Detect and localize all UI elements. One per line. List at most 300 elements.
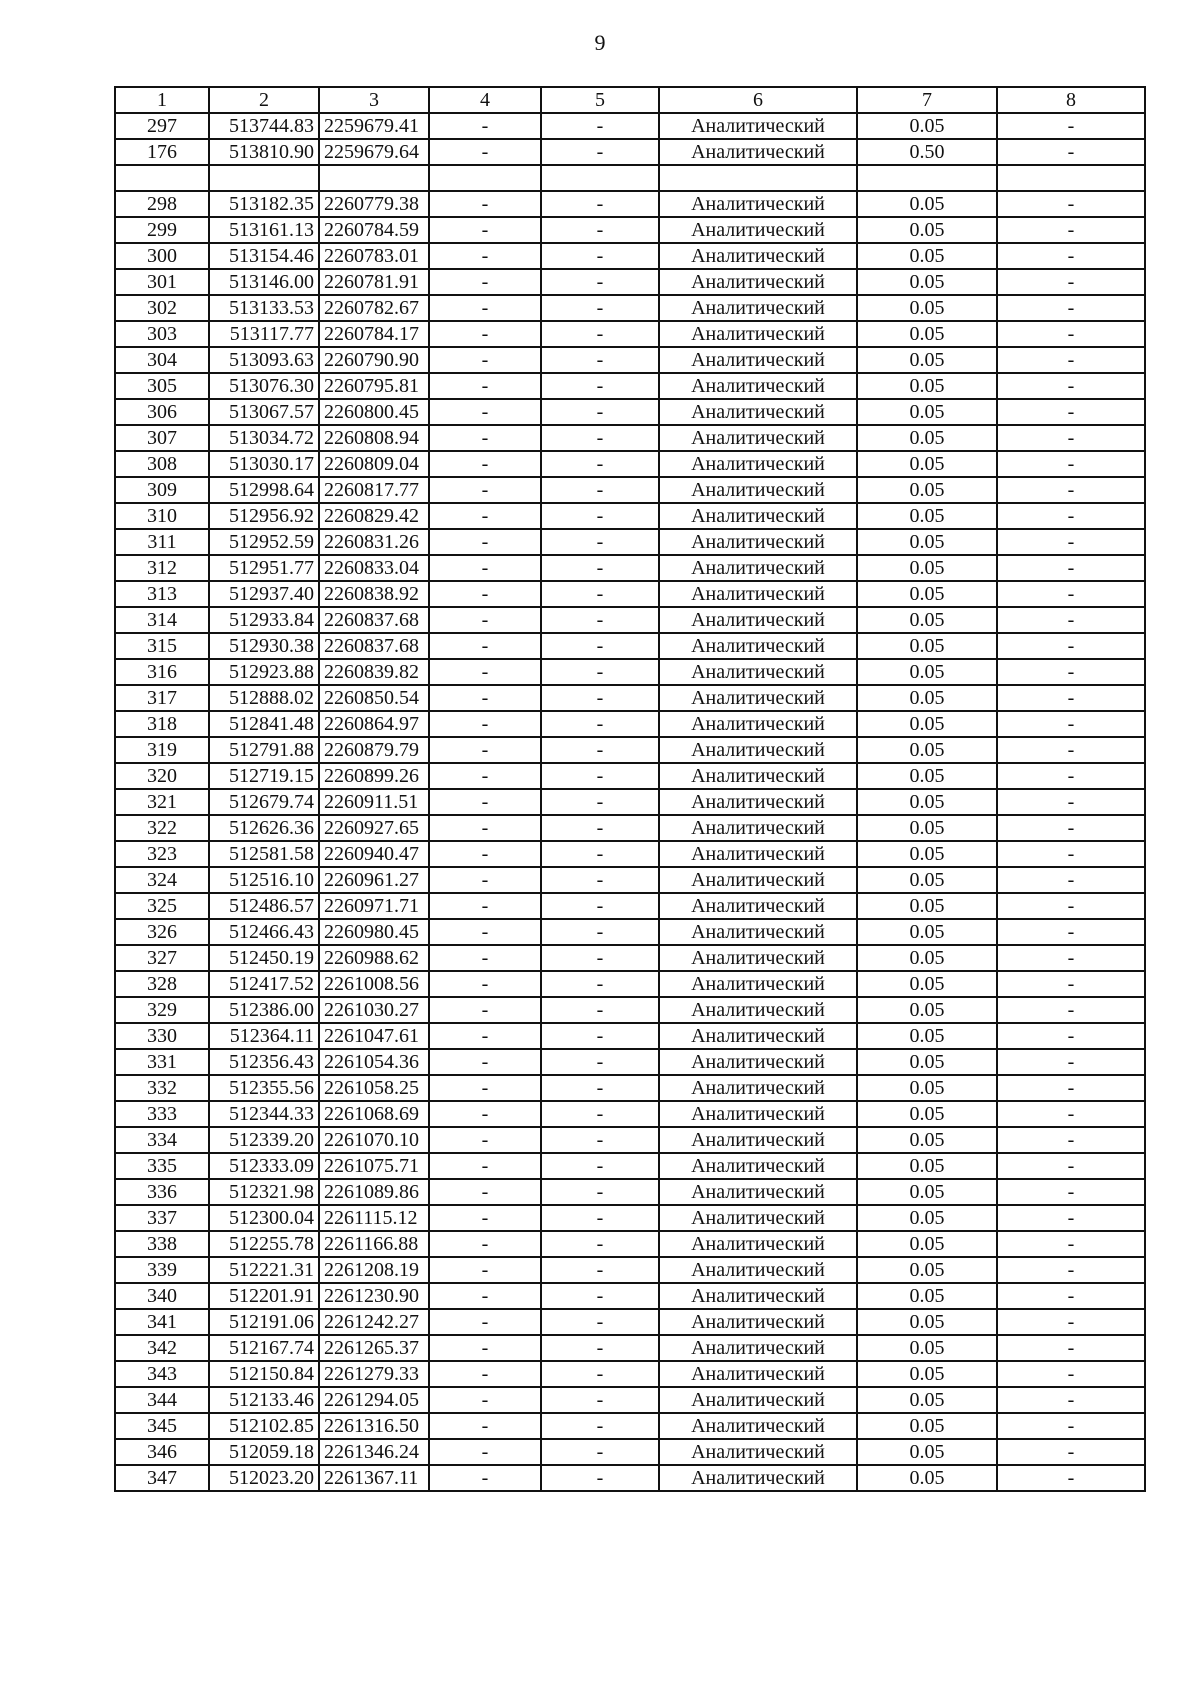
table-cell: 300 <box>115 243 209 269</box>
table-cell: - <box>541 113 659 139</box>
table-cell: 336 <box>115 1179 209 1205</box>
table-cell: - <box>541 347 659 373</box>
table-cell: - <box>997 685 1145 711</box>
table-cell: - <box>997 1387 1145 1413</box>
table-cell: - <box>997 789 1145 815</box>
table-cell: 2260927.65 <box>319 815 429 841</box>
table-cell: 2260781.91 <box>319 269 429 295</box>
table-cell: Аналитический <box>659 1465 857 1491</box>
table-cell: Аналитический <box>659 269 857 295</box>
table-cell: 512888.02 <box>209 685 319 711</box>
table-cell: Аналитический <box>659 529 857 555</box>
table-cell: - <box>541 269 659 295</box>
table-cell: - <box>429 1153 541 1179</box>
table-cell: 0.05 <box>857 633 997 659</box>
table-cell: - <box>997 1283 1145 1309</box>
table-cell: - <box>429 659 541 685</box>
table-cell: - <box>541 1361 659 1387</box>
table-row <box>115 477 1145 503</box>
table-cell: 318 <box>115 711 209 737</box>
table-cell: - <box>429 633 541 659</box>
table-cell: - <box>997 243 1145 269</box>
table-cell: Аналитический <box>659 425 857 451</box>
table-cell: 513030.17 <box>209 451 319 477</box>
table-cell: 0.05 <box>857 425 997 451</box>
table-row <box>115 1101 1145 1127</box>
table-cell: 512333.09 <box>209 1153 319 1179</box>
table-row <box>115 373 1145 399</box>
table-cell: - <box>997 295 1145 321</box>
table-cell: 513161.13 <box>209 217 319 243</box>
table-cell: Аналитический <box>659 503 857 529</box>
table-row <box>115 1309 1145 1335</box>
table-cell: 512386.00 <box>209 997 319 1023</box>
table-cell: 0.05 <box>857 1179 997 1205</box>
table-cell: 512150.84 <box>209 1361 319 1387</box>
table-cell: 2261242.27 <box>319 1309 429 1335</box>
table-cell: 2260899.26 <box>319 763 429 789</box>
table-cell: Аналитический <box>659 1413 857 1439</box>
table-cell: - <box>541 1023 659 1049</box>
table-cell: - <box>429 789 541 815</box>
table-cell: 513076.30 <box>209 373 319 399</box>
table-cell: 512356.43 <box>209 1049 319 1075</box>
table-cell: 0.05 <box>857 1257 997 1283</box>
table-cell: 0.05 <box>857 1283 997 1309</box>
table-cell: 322 <box>115 815 209 841</box>
table-cell: 2260784.17 <box>319 321 429 347</box>
table-cell: - <box>429 451 541 477</box>
table-cell: - <box>541 373 659 399</box>
table-cell: - <box>541 763 659 789</box>
table-row <box>115 529 1145 555</box>
column-header: 3 <box>319 87 429 113</box>
table-cell: 2261058.25 <box>319 1075 429 1101</box>
table-row <box>115 841 1145 867</box>
table-cell: - <box>997 347 1145 373</box>
table-cell: - <box>429 1283 541 1309</box>
table-cell: 0.05 <box>857 945 997 971</box>
table-cell: 0.05 <box>857 1153 997 1179</box>
table-cell: 176 <box>115 139 209 165</box>
table-cell: - <box>997 1179 1145 1205</box>
table-cell: - <box>997 815 1145 841</box>
table-cell: 342 <box>115 1335 209 1361</box>
table-cell: 2260988.62 <box>319 945 429 971</box>
table-cell: - <box>429 1335 541 1361</box>
table-cell: - <box>997 581 1145 607</box>
table-cell: - <box>997 373 1145 399</box>
table-cell: 321 <box>115 789 209 815</box>
table-cell: - <box>429 1309 541 1335</box>
table-cell: - <box>541 659 659 685</box>
column-header: 8 <box>997 87 1145 113</box>
table-cell: - <box>429 1361 541 1387</box>
table-cell: 0.05 <box>857 321 997 347</box>
table-cell: Аналитический <box>659 347 857 373</box>
table-cell: - <box>541 1387 659 1413</box>
table-cell: 307 <box>115 425 209 451</box>
table-cell: 0.05 <box>857 607 997 633</box>
table-cell: - <box>429 243 541 269</box>
table-cell: - <box>997 763 1145 789</box>
table-row <box>115 893 1145 919</box>
table-row <box>115 191 1145 217</box>
table-cell: - <box>541 1231 659 1257</box>
table-cell: 2261208.19 <box>319 1257 429 1283</box>
table-row <box>115 711 1145 737</box>
table-cell: 2261367.11 <box>319 1465 429 1491</box>
table-cell: 2260831.26 <box>319 529 429 555</box>
table-cell: 513744.83 <box>209 113 319 139</box>
table-cell: - <box>429 815 541 841</box>
table-cell: - <box>997 321 1145 347</box>
table-cell: Аналитический <box>659 321 857 347</box>
table-row <box>115 217 1145 243</box>
table-cell: Аналитический <box>659 451 857 477</box>
table-cell: 0.05 <box>857 1075 997 1101</box>
table-cell: - <box>429 763 541 789</box>
table-row <box>115 633 1145 659</box>
table-cell: 299 <box>115 217 209 243</box>
table-cell: - <box>429 919 541 945</box>
table-cell: 512998.64 <box>209 477 319 503</box>
table-cell: - <box>997 217 1145 243</box>
table-cell: - <box>997 191 1145 217</box>
table-cell: Аналитический <box>659 711 857 737</box>
table-cell: Аналитический <box>659 1153 857 1179</box>
table-cell: 345 <box>115 1413 209 1439</box>
table-cell: - <box>541 607 659 633</box>
table-cell: - <box>429 1023 541 1049</box>
table-cell: - <box>429 269 541 295</box>
table-cell: 512255.78 <box>209 1231 319 1257</box>
table-cell: 0.05 <box>857 867 997 893</box>
table-cell: - <box>541 1101 659 1127</box>
table-cell: 512167.74 <box>209 1335 319 1361</box>
table-cell: - <box>429 1101 541 1127</box>
table-cell: 2261115.12 <box>319 1205 429 1231</box>
table-cell: 330 <box>115 1023 209 1049</box>
table-cell: - <box>541 633 659 659</box>
table-cell: 0.05 <box>857 763 997 789</box>
table-cell <box>115 165 209 191</box>
column-header: 7 <box>857 87 997 113</box>
table-row <box>115 503 1145 529</box>
table-header-row <box>115 87 1145 113</box>
table-cell: Аналитический <box>659 737 857 763</box>
table-cell: - <box>997 1335 1145 1361</box>
table-cell: 319 <box>115 737 209 763</box>
table-row <box>115 347 1145 373</box>
table-row <box>115 763 1145 789</box>
table-cell: - <box>541 919 659 945</box>
table-cell: - <box>429 997 541 1023</box>
table-cell: - <box>429 217 541 243</box>
table-cell: - <box>429 191 541 217</box>
table-cell: - <box>541 243 659 269</box>
table-cell: - <box>429 737 541 763</box>
table-cell: - <box>997 971 1145 997</box>
table-cell: Аналитический <box>659 217 857 243</box>
table-cell: - <box>997 1023 1145 1049</box>
table-cell: 512321.98 <box>209 1179 319 1205</box>
table-cell: 513146.00 <box>209 269 319 295</box>
table-cell: 338 <box>115 1231 209 1257</box>
table-cell: 512841.48 <box>209 711 319 737</box>
table-cell: - <box>997 451 1145 477</box>
table-cell: 326 <box>115 919 209 945</box>
table-cell: 323 <box>115 841 209 867</box>
table-cell: 0.05 <box>857 1023 997 1049</box>
table-cell: Аналитический <box>659 971 857 997</box>
table-cell: 302 <box>115 295 209 321</box>
table-cell: 0.05 <box>857 1127 997 1153</box>
table-cell <box>541 165 659 191</box>
column-header: 6 <box>659 87 857 113</box>
table-cell: Аналитический <box>659 581 857 607</box>
table-cell: - <box>429 685 541 711</box>
table-cell: 0.05 <box>857 711 997 737</box>
table-row <box>115 1439 1145 1465</box>
table-cell: 512344.33 <box>209 1101 319 1127</box>
table-cell: 0.05 <box>857 1465 997 1491</box>
table-cell: 340 <box>115 1283 209 1309</box>
table-cell: 0.05 <box>857 347 997 373</box>
table-cell: - <box>997 1309 1145 1335</box>
table-cell: Аналитический <box>659 555 857 581</box>
table-cell: - <box>997 893 1145 919</box>
table-cell: - <box>429 971 541 997</box>
table-cell <box>209 165 319 191</box>
table-cell: - <box>541 1075 659 1101</box>
table-cell: 2260940.47 <box>319 841 429 867</box>
table-cell: 2260782.67 <box>319 295 429 321</box>
table-cell: Аналитический <box>659 243 857 269</box>
table-cell: - <box>997 1075 1145 1101</box>
table-cell: - <box>997 1413 1145 1439</box>
table-cell: 512133.46 <box>209 1387 319 1413</box>
table-cell: - <box>997 1361 1145 1387</box>
table-cell: 0.05 <box>857 399 997 425</box>
table-cell: - <box>997 841 1145 867</box>
table-cell: 0.05 <box>857 789 997 815</box>
table-row <box>115 425 1145 451</box>
table-cell: 2260971.71 <box>319 893 429 919</box>
table-cell: - <box>429 1049 541 1075</box>
table-cell: 0.05 <box>857 503 997 529</box>
table-cell: Аналитический <box>659 607 857 633</box>
table-cell: Аналитический <box>659 1309 857 1335</box>
table-cell: 325 <box>115 893 209 919</box>
table-cell: Аналитический <box>659 1361 857 1387</box>
table-body <box>115 113 1145 1491</box>
table-cell: 2261030.27 <box>319 997 429 1023</box>
table-cell: 0.05 <box>857 1439 997 1465</box>
table-cell: 2261265.37 <box>319 1335 429 1361</box>
table-cell: Аналитический <box>659 373 857 399</box>
table-cell: 2260784.59 <box>319 217 429 243</box>
table-cell: 0.05 <box>857 919 997 945</box>
table-row <box>115 1049 1145 1075</box>
table-cell: 311 <box>115 529 209 555</box>
table-cell: - <box>429 113 541 139</box>
table-row <box>115 451 1145 477</box>
table-cell: Аналитический <box>659 867 857 893</box>
table-cell: - <box>997 945 1145 971</box>
table-cell: 513810.90 <box>209 139 319 165</box>
table-row <box>115 659 1145 685</box>
table-cell: 314 <box>115 607 209 633</box>
table-cell: - <box>541 841 659 867</box>
table-cell: 0.05 <box>857 1205 997 1231</box>
table-row <box>115 867 1145 893</box>
table-cell: 2260809.04 <box>319 451 429 477</box>
table-cell: - <box>541 737 659 763</box>
table-cell: 0.05 <box>857 581 997 607</box>
table-cell: 2260817.77 <box>319 477 429 503</box>
table-cell: - <box>541 1283 659 1309</box>
table-cell: - <box>541 1205 659 1231</box>
table-cell: - <box>429 425 541 451</box>
table-cell: 0.05 <box>857 451 997 477</box>
table-cell: - <box>997 659 1145 685</box>
table-cell: - <box>429 1465 541 1491</box>
table-cell: 331 <box>115 1049 209 1075</box>
table-cell: 2260879.79 <box>319 737 429 763</box>
table-cell: 512417.52 <box>209 971 319 997</box>
table-cell: 344 <box>115 1387 209 1413</box>
table-cell: 512300.04 <box>209 1205 319 1231</box>
table-cell: - <box>429 893 541 919</box>
table-cell: - <box>541 867 659 893</box>
table-cell: - <box>997 919 1145 945</box>
table-cell: - <box>997 997 1145 1023</box>
table-cell: 0.05 <box>857 113 997 139</box>
table-cell: 327 <box>115 945 209 971</box>
table-cell: - <box>429 373 541 399</box>
table-row <box>115 1257 1145 1283</box>
table-cell: - <box>429 1179 541 1205</box>
table-cell: Аналитический <box>659 1283 857 1309</box>
table-cell: - <box>541 1127 659 1153</box>
table-row <box>115 1179 1145 1205</box>
table-cell: 0.05 <box>857 269 997 295</box>
table-cell: - <box>541 971 659 997</box>
table-cell: - <box>541 529 659 555</box>
table-cell: 0.05 <box>857 737 997 763</box>
table-row <box>115 1153 1145 1179</box>
table-cell: - <box>997 1257 1145 1283</box>
table-cell: - <box>541 1439 659 1465</box>
table-cell: Аналитический <box>659 1257 857 1283</box>
table-cell: Аналитический <box>659 1205 857 1231</box>
table-cell: - <box>997 1049 1145 1075</box>
table-row <box>115 997 1145 1023</box>
table-cell: - <box>997 555 1145 581</box>
coordinates-table <box>114 86 1146 1492</box>
table-cell: 512937.40 <box>209 581 319 607</box>
table-cell: 334 <box>115 1127 209 1153</box>
table-cell: Аналитический <box>659 763 857 789</box>
table-row <box>115 165 1145 191</box>
table-row <box>115 1127 1145 1153</box>
table-cell: - <box>541 945 659 971</box>
table-cell: - <box>429 607 541 633</box>
table-cell: 512719.15 <box>209 763 319 789</box>
table-row <box>115 737 1145 763</box>
table-cell: - <box>541 789 659 815</box>
table-cell: - <box>997 867 1145 893</box>
table-cell: - <box>997 425 1145 451</box>
table-cell: - <box>997 633 1145 659</box>
table-cell: 0.05 <box>857 529 997 555</box>
table-cell: Аналитический <box>659 477 857 503</box>
table-cell: 339 <box>115 1257 209 1283</box>
table-cell: 0.05 <box>857 893 997 919</box>
table-cell: - <box>429 295 541 321</box>
table-cell: - <box>541 399 659 425</box>
table-cell: 2260800.45 <box>319 399 429 425</box>
table-cell: - <box>541 321 659 347</box>
table-row <box>115 1023 1145 1049</box>
table-cell: - <box>429 1075 541 1101</box>
table-cell: Аналитический <box>659 815 857 841</box>
table-cell: - <box>997 711 1145 737</box>
table-cell: 2260911.51 <box>319 789 429 815</box>
column-header: 2 <box>209 87 319 113</box>
table-cell: - <box>541 191 659 217</box>
table-cell: - <box>429 841 541 867</box>
table-cell: 512339.20 <box>209 1127 319 1153</box>
table-cell: - <box>541 1413 659 1439</box>
table-cell: Аналитический <box>659 1231 857 1257</box>
table-cell: Аналитический <box>659 1179 857 1205</box>
table-row <box>115 945 1145 971</box>
table-cell: 0.05 <box>857 1335 997 1361</box>
table-cell: 512102.85 <box>209 1413 319 1439</box>
table-cell: 512466.43 <box>209 919 319 945</box>
table-cell: 512951.77 <box>209 555 319 581</box>
table-cell: - <box>429 1413 541 1439</box>
table-cell: - <box>541 217 659 243</box>
table-cell: 329 <box>115 997 209 1023</box>
table-cell: 512791.88 <box>209 737 319 763</box>
table-cell: 2260833.04 <box>319 555 429 581</box>
table-cell: 303 <box>115 321 209 347</box>
table-cell: 2261294.05 <box>319 1387 429 1413</box>
table-row <box>115 685 1145 711</box>
table-cell: 324 <box>115 867 209 893</box>
table-cell: 301 <box>115 269 209 295</box>
table-row <box>115 1465 1145 1491</box>
table-cell: - <box>541 1465 659 1491</box>
table-cell: - <box>541 1049 659 1075</box>
table-cell: Аналитический <box>659 841 857 867</box>
table-cell: Аналитический <box>659 1101 857 1127</box>
table-cell: 0.05 <box>857 1049 997 1075</box>
table-cell: - <box>541 685 659 711</box>
table-row <box>115 1075 1145 1101</box>
table-cell: 2260808.94 <box>319 425 429 451</box>
table-cell: 2261054.36 <box>319 1049 429 1075</box>
table-cell: - <box>997 1153 1145 1179</box>
table-cell: 0.05 <box>857 477 997 503</box>
table-row <box>115 789 1145 815</box>
table-cell: 0.05 <box>857 659 997 685</box>
table-cell: - <box>541 139 659 165</box>
table-cell: - <box>997 477 1145 503</box>
